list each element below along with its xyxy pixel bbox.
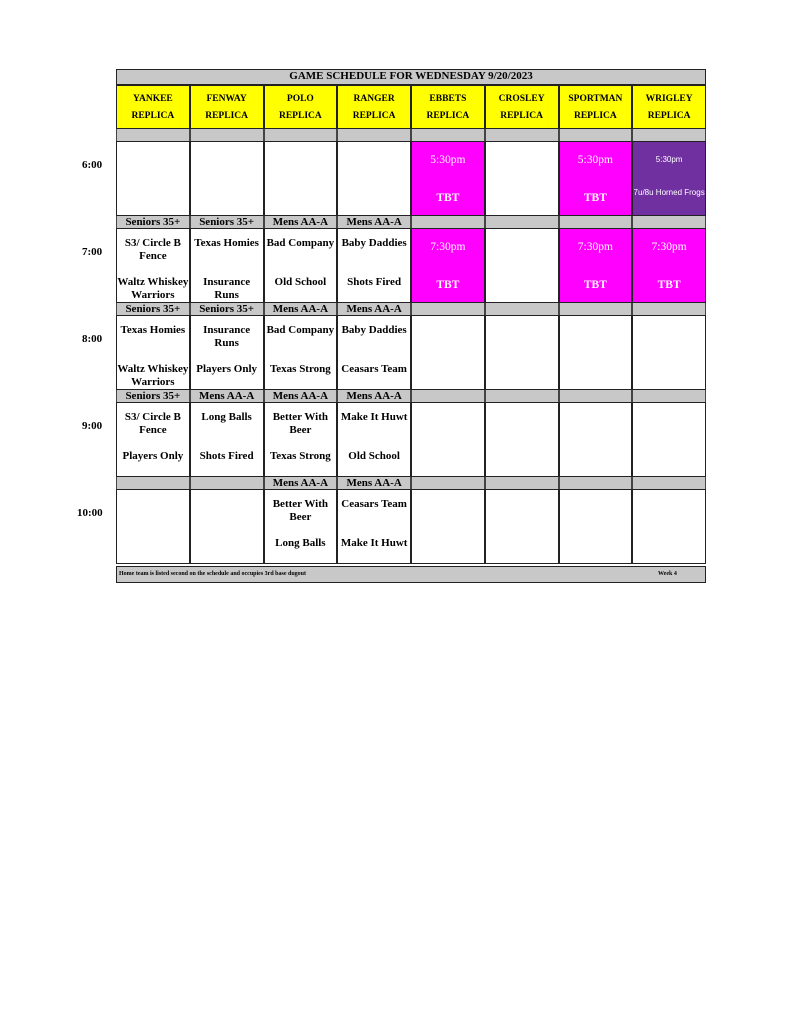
field-name: RANGER bbox=[353, 93, 395, 104]
field-sub: REPLICA bbox=[205, 110, 248, 121]
game-cell bbox=[337, 402, 411, 477]
away-team: Ceasars Team bbox=[341, 498, 407, 510]
game-cell bbox=[559, 489, 633, 564]
away-team: S3/ Circle B Fence bbox=[124, 237, 181, 262]
field-header bbox=[632, 85, 706, 129]
game-cell bbox=[632, 141, 706, 216]
game-cell bbox=[190, 228, 264, 303]
division-label bbox=[632, 477, 706, 489]
game-cell bbox=[632, 402, 706, 477]
away-team: S3/ Circle B Fence bbox=[124, 411, 181, 436]
division-label bbox=[190, 477, 264, 489]
home-team: TBT bbox=[436, 192, 460, 204]
home-team: Shots Fired bbox=[199, 450, 254, 462]
division-label: Seniors 35+ bbox=[190, 303, 264, 315]
home-team: Ceasars Team bbox=[341, 363, 407, 375]
game-cell bbox=[116, 402, 190, 477]
home-team: Texas Strong bbox=[269, 363, 331, 375]
away-team: Long Balls bbox=[201, 411, 252, 423]
away-team: Baby Daddies bbox=[341, 237, 407, 249]
field-sub: REPLICA bbox=[573, 110, 617, 121]
division-label bbox=[337, 129, 411, 141]
game-cell bbox=[116, 228, 190, 303]
field-header bbox=[559, 85, 633, 129]
division-label bbox=[485, 303, 559, 315]
division-label bbox=[632, 129, 706, 141]
game-cell bbox=[559, 315, 633, 390]
field-header bbox=[485, 85, 559, 129]
game-cell bbox=[485, 315, 559, 390]
game-cell bbox=[190, 141, 264, 216]
time-label: 8:00 bbox=[82, 333, 103, 345]
home-team: Old School bbox=[274, 276, 327, 288]
game-cell bbox=[485, 228, 559, 303]
home-team: Make It Huwt bbox=[340, 537, 408, 549]
field-header bbox=[116, 85, 190, 129]
game-cell bbox=[337, 228, 411, 303]
home-team: TBT bbox=[436, 279, 460, 291]
home-team: Texas Strong bbox=[269, 450, 331, 462]
away-team: 5:30pm bbox=[430, 154, 466, 166]
home-team: Insurance Runs bbox=[203, 276, 251, 301]
division-label bbox=[485, 477, 559, 489]
division-label: Mens AA-A bbox=[337, 303, 411, 315]
game-cell bbox=[411, 489, 485, 564]
away-team: Bad Company bbox=[266, 324, 335, 336]
game-cell bbox=[190, 402, 264, 477]
division-label bbox=[559, 129, 633, 141]
field-sub: REPLICA bbox=[352, 110, 396, 121]
game-cell bbox=[632, 489, 706, 564]
division-label: Mens AA-A bbox=[337, 216, 411, 228]
game-cell bbox=[559, 228, 633, 303]
home-team: Long Balls bbox=[275, 537, 326, 549]
field-header bbox=[337, 85, 411, 129]
division-label: Mens AA-A bbox=[337, 477, 411, 489]
division-label bbox=[116, 477, 190, 489]
away-team: 7:30pm bbox=[430, 241, 466, 253]
field-sub: REPLICA bbox=[426, 110, 470, 121]
time-label: 10:00 bbox=[77, 507, 103, 519]
game-cell bbox=[337, 141, 411, 216]
division-label: Seniors 35+ bbox=[116, 303, 190, 315]
division-label: Mens AA-A bbox=[337, 390, 411, 402]
game-cell bbox=[116, 315, 190, 390]
division-label bbox=[632, 303, 706, 315]
game-cell bbox=[264, 228, 338, 303]
game-cell bbox=[116, 489, 190, 564]
division-label bbox=[559, 216, 633, 228]
division-label bbox=[264, 129, 338, 141]
game-cell bbox=[190, 315, 264, 390]
game-cell bbox=[559, 402, 633, 477]
game-cell bbox=[264, 489, 338, 564]
game-cell bbox=[485, 141, 559, 216]
field-header bbox=[411, 85, 485, 129]
division-label bbox=[411, 390, 485, 402]
division-label: Mens AA-A bbox=[264, 390, 338, 402]
game-cell bbox=[337, 315, 411, 390]
schedule-footer bbox=[116, 566, 706, 583]
division-label bbox=[485, 129, 559, 141]
game-cell bbox=[559, 141, 633, 216]
schedule-table bbox=[116, 69, 706, 583]
game-cell bbox=[632, 315, 706, 390]
home-team: TBT bbox=[583, 192, 607, 204]
away-team: Texas Homies bbox=[120, 324, 186, 336]
week-label: Week 4 bbox=[658, 571, 677, 577]
division-label bbox=[559, 477, 633, 489]
home-team: Shots Fired bbox=[347, 276, 402, 288]
away-team: 5:30pm bbox=[655, 155, 683, 164]
field-sub: REPLICA bbox=[647, 110, 691, 121]
game-cell bbox=[411, 315, 485, 390]
home-team: TBT bbox=[583, 279, 607, 291]
game-cell bbox=[411, 228, 485, 303]
division-label bbox=[485, 390, 559, 402]
home-team: Players Only bbox=[196, 363, 258, 375]
division-label: Mens AA-A bbox=[190, 390, 264, 402]
division-label bbox=[559, 390, 633, 402]
field-name: SPORTMAN bbox=[568, 93, 623, 104]
division-label bbox=[411, 129, 485, 141]
home-team: Players Only bbox=[122, 450, 184, 462]
away-team: 7:30pm bbox=[577, 241, 613, 253]
game-cell bbox=[632, 228, 706, 303]
game-cell bbox=[411, 402, 485, 477]
division-label bbox=[485, 216, 559, 228]
division-label bbox=[411, 303, 485, 315]
game-cell bbox=[264, 402, 338, 477]
away-team: Bad Company bbox=[266, 237, 335, 249]
field-header bbox=[190, 85, 264, 129]
division-label: Seniors 35+ bbox=[116, 390, 190, 402]
away-team: Better With Beer bbox=[272, 498, 329, 523]
division-label bbox=[632, 216, 706, 228]
time-label: 9:00 bbox=[82, 420, 103, 432]
game-cell bbox=[337, 489, 411, 564]
game-cell bbox=[116, 141, 190, 216]
field-sub: REPLICA bbox=[500, 110, 543, 121]
field-sub: REPLICA bbox=[131, 110, 175, 121]
away-team: Insurance Runs bbox=[203, 324, 251, 349]
game-cell bbox=[264, 141, 338, 216]
away-team: Baby Daddies bbox=[341, 324, 407, 336]
footer-note: Home team is listed second on the schedule and occupies 3rd base dugout bbox=[119, 571, 307, 577]
field-name: YANKEE bbox=[132, 93, 173, 104]
game-cell bbox=[190, 489, 264, 564]
game-cell bbox=[264, 315, 338, 390]
field-name: POLO bbox=[286, 93, 314, 104]
division-label bbox=[559, 303, 633, 315]
division-label: Seniors 35+ bbox=[116, 216, 190, 228]
division-label bbox=[411, 477, 485, 489]
division-label: Mens AA-A bbox=[264, 216, 338, 228]
field-name: CROSLEY bbox=[498, 93, 545, 104]
schedule-title: GAME SCHEDULE FOR WEDNESDAY 9/20/2023 bbox=[116, 69, 706, 85]
field-name: EBBETS bbox=[429, 93, 467, 104]
field-header bbox=[264, 85, 338, 129]
division-label: Mens AA-A bbox=[264, 303, 338, 315]
division-label bbox=[632, 390, 706, 402]
away-team: 7:30pm bbox=[651, 241, 687, 253]
away-team: Texas Homies bbox=[194, 237, 259, 249]
game-cell bbox=[485, 489, 559, 564]
time-label: 6:00 bbox=[82, 159, 103, 171]
time-label: 7:00 bbox=[82, 246, 103, 258]
game-cell bbox=[411, 141, 485, 216]
home-team: Old School bbox=[348, 450, 400, 462]
home-team: 7u/8u Horned Frogs bbox=[633, 188, 705, 197]
division-label: Mens AA-A bbox=[264, 477, 338, 489]
division-label bbox=[411, 216, 485, 228]
division-label bbox=[116, 129, 190, 141]
division-label bbox=[190, 129, 264, 141]
field-name: WRIGLEY bbox=[645, 93, 693, 104]
home-team: Waltz Whiskey Warriors bbox=[117, 276, 189, 301]
home-team: Waltz Whiskey Warriors bbox=[117, 363, 189, 388]
game-cell bbox=[485, 402, 559, 477]
away-team: 5:30pm bbox=[577, 154, 613, 166]
field-sub: REPLICA bbox=[278, 110, 322, 121]
field-name: FENWAY bbox=[206, 93, 247, 104]
away-team: Make It Huwt bbox=[340, 411, 408, 423]
home-team: TBT bbox=[657, 279, 681, 291]
division-label: Seniors 35+ bbox=[190, 216, 264, 228]
away-team: Better With Beer bbox=[272, 411, 329, 436]
